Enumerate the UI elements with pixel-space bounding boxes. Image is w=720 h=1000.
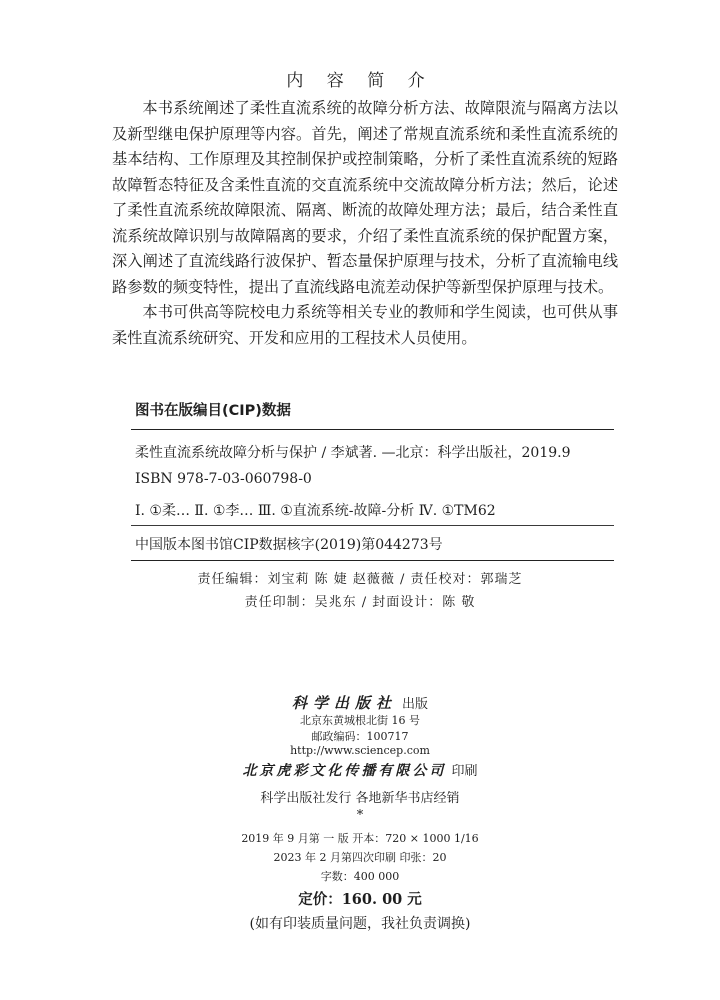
printer-line	[0, 760, 720, 780]
printer-suffix: 印刷	[451, 764, 478, 779]
cip-classification: Ⅰ. ①柔… Ⅱ. ①李… Ⅲ. ①直流系统-故障-分析 Ⅳ. ①TM62	[135, 503, 496, 519]
cip-heading: 图书在版编目(CIP)数据	[135, 403, 291, 419]
cip-top-rule	[131, 429, 614, 430]
edition-line: 2019 年 9 月第 一 版 开本：720 × 1000 1/16	[241, 832, 479, 845]
publisher-postcode: 邮政编码：100717	[311, 730, 409, 743]
price: 定价：160. 00 元	[298, 891, 422, 908]
quality-note: (如有印装质量问题，我社负责调换)	[249, 916, 471, 932]
publisher-address: 北京东黄城根北街 16 号	[300, 714, 420, 727]
publisher-url: http://www.sciencep.com	[290, 744, 430, 757]
distribution-line: 科学出版社发行 各地新华书店经销	[260, 791, 460, 806]
printing-line: 2023 年 2 月第四次印刷 印张：20	[273, 851, 447, 864]
book-introduction	[112, 96, 618, 351]
publisher-logo-text: 科学出版社	[291, 694, 397, 712]
credits-line-1: 责任编辑：刘宝莉 陈 婕 赵薇薇 / 责任校对：郭瑞芝	[197, 572, 523, 587]
page-title: 内 容 简 介	[286, 71, 434, 91]
publisher-suffix: 出版	[402, 697, 429, 712]
word-count: 字数：400 000	[320, 870, 400, 883]
intro-paragraph-1: 本书系统阐述了柔性直流系统的故障分析方法、故障限流与隔离方法以及新型继电保护原理等内容。首先，阐述了常规直流系统和柔性直流系统的基本结构、工作原理及其控制保护或控制策略，分析了柔性直流系统的短路故障暂态特征及含柔性直流的交直流系统中交流故障分析方法；然后，论述了柔性直流系统故障限流、隔离、断流的故障处理方法；最后，结合柔性直流系统故障识别与故障隔离的要求，介绍了柔性直流系统的保护配置方案，深入阐述了直流线路行波保护、暂态量保护原理与技术，分析了直流输电线路参数的频变特性，提出了直流线路电流差动保护等新型保护原理与技术。	[112, 99, 618, 296]
cip-book-line: 柔性直流系统故障分析与保护 / 李斌著. —北京：科学出版社，2019.9	[135, 445, 571, 461]
printer-name: 北京虎彩文化传播有限公司	[242, 763, 447, 779]
separator-star: *	[356, 808, 364, 823]
publisher-line	[0, 692, 720, 713]
cip-number: 中国版本图书馆CIP数据核字(2019)第044273号	[135, 537, 443, 553]
cip-bottom-rule	[131, 560, 614, 561]
credits-line-2: 责任印制：吴兆东 / 封面设计：陈 敬	[244, 595, 476, 610]
intro-paragraph-2: 本书可供高等院校电力系统等相关专业的教师和学生阅读，也可供从事柔性直流系统研究、开发和应用的工程技术人员使用。	[112, 303, 618, 347]
cip-isbn: ISBN 978-7-03-060798-0	[135, 471, 312, 487]
cip-mid-rule	[131, 525, 614, 526]
